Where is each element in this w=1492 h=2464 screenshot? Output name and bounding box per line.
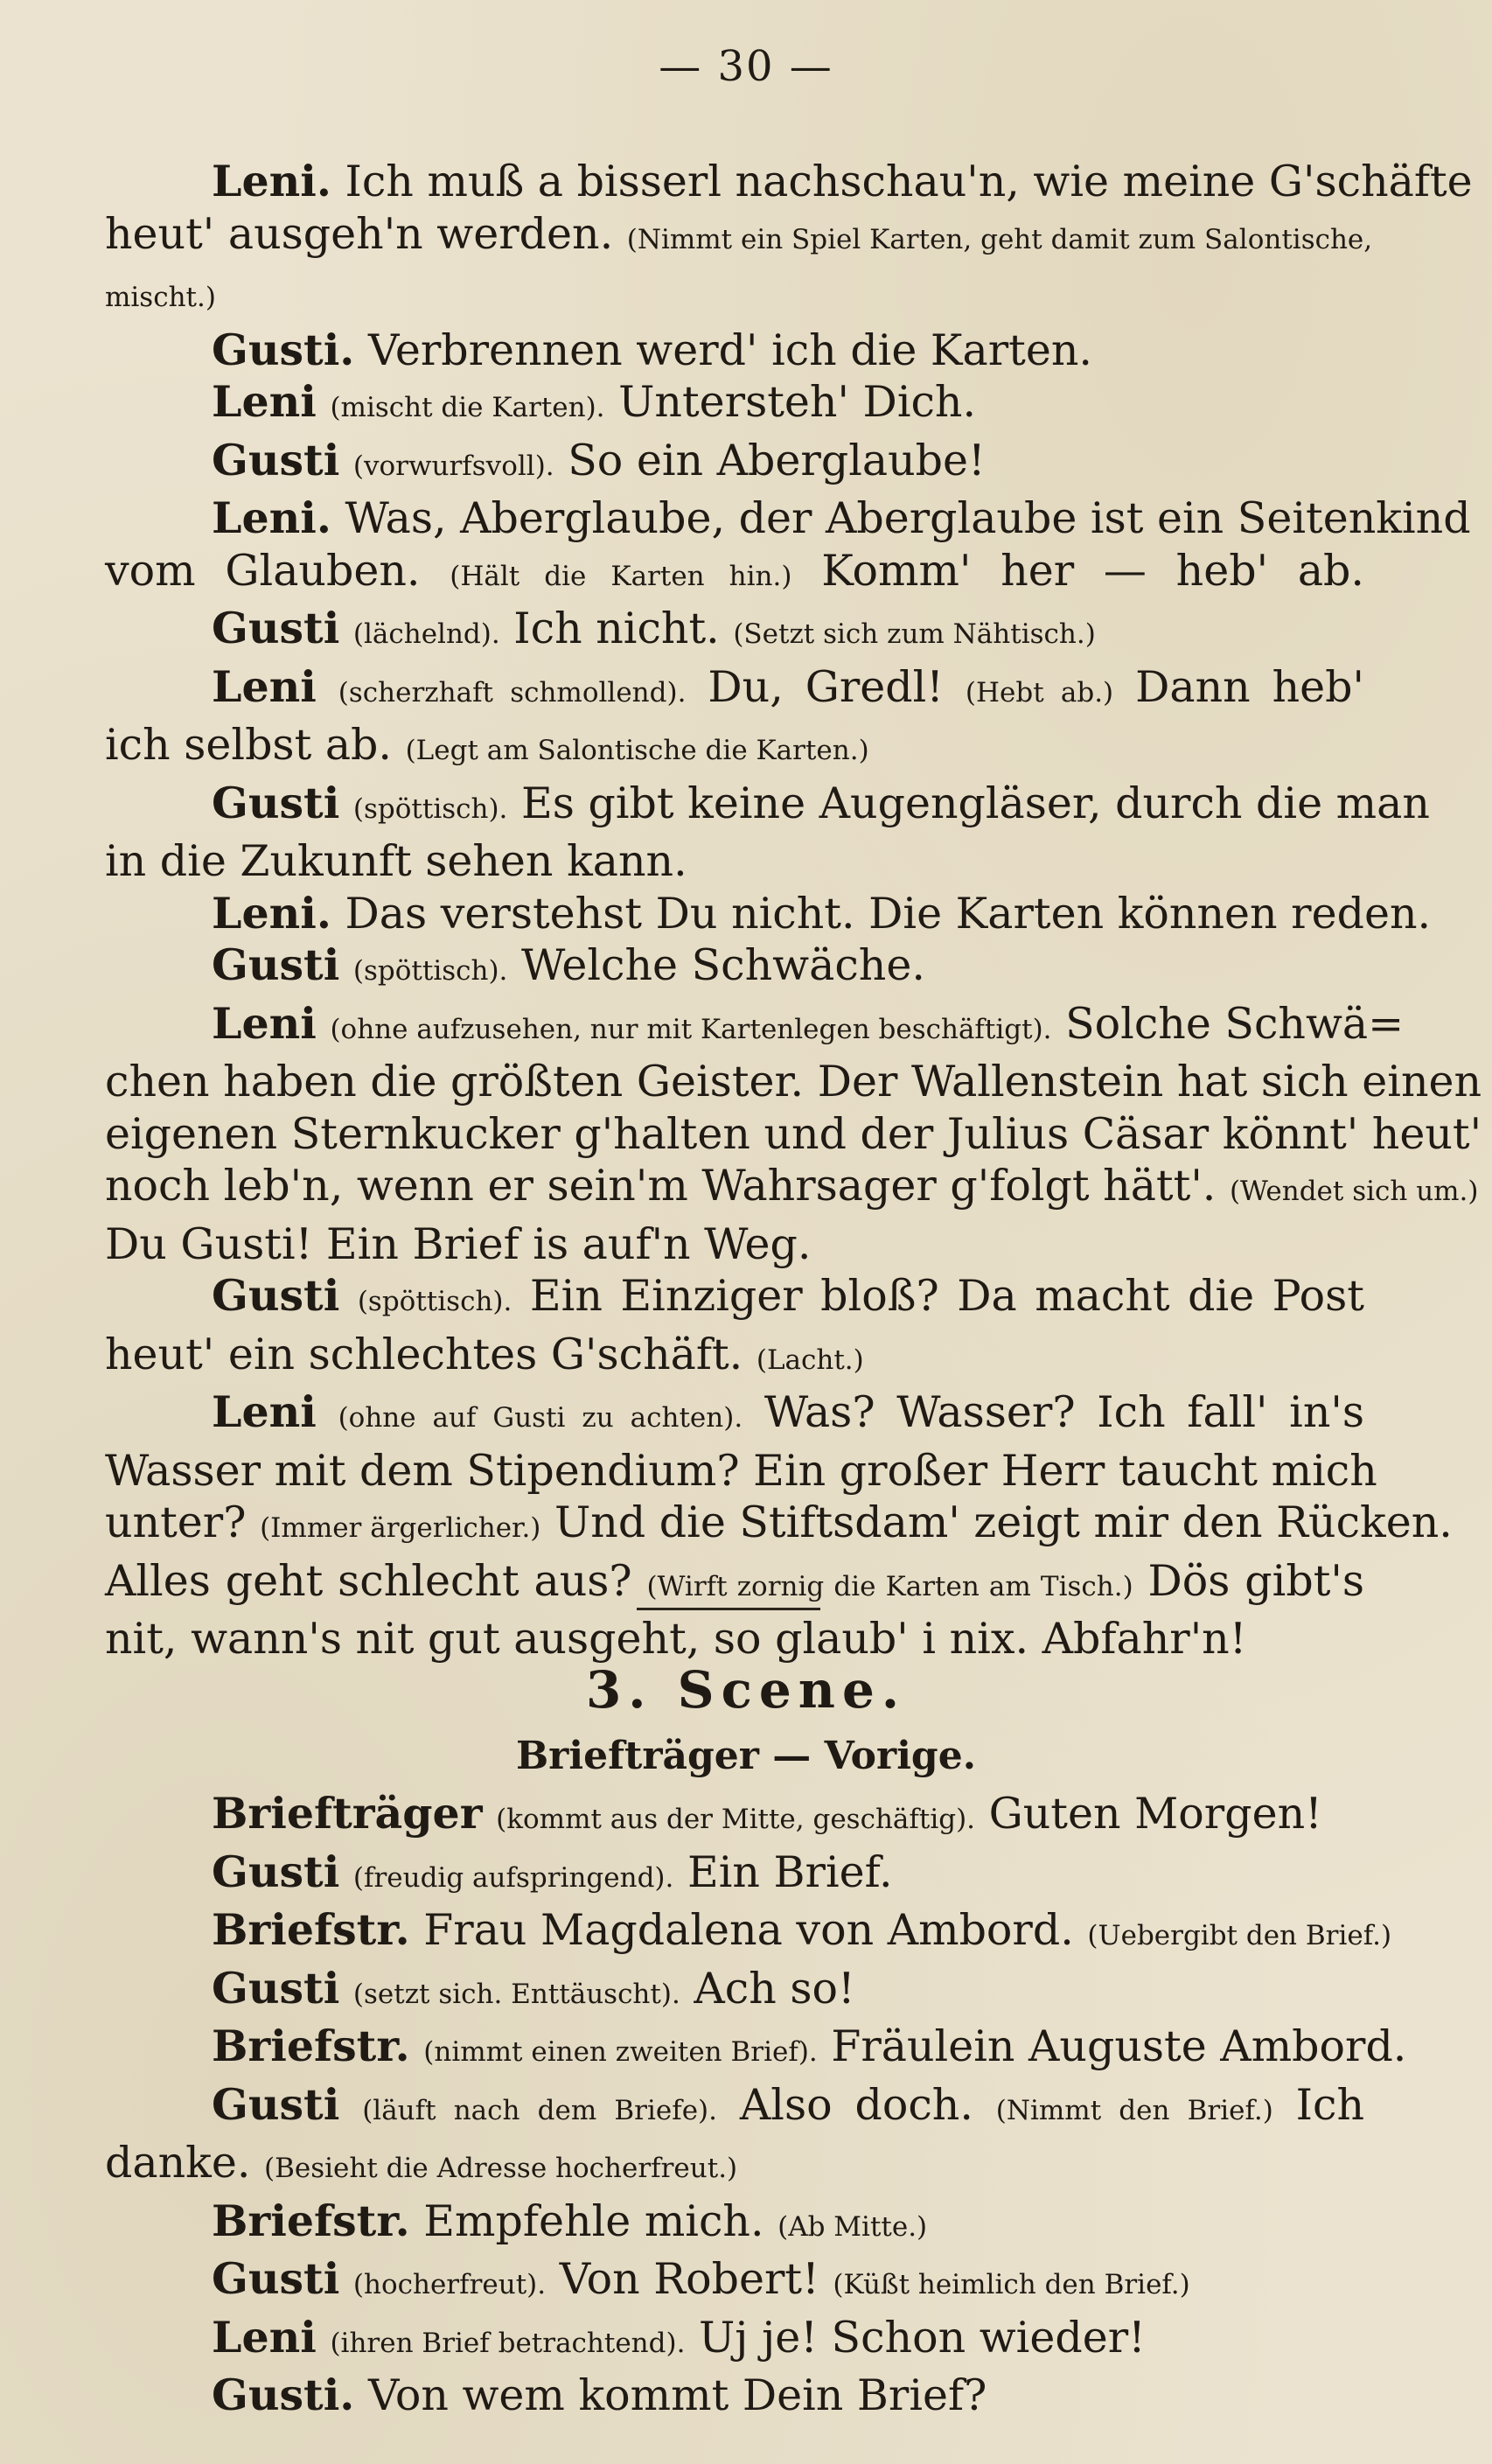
speaker-name: Gusti (212, 2078, 340, 2130)
line-text: Es gibt keine Augengläser, durch die man (507, 778, 1430, 828)
line-text (339, 436, 353, 485)
line-text: heut' ausgeh'n werden. (105, 208, 627, 259)
line-text: Das verstehst Du nicht. Die Karten können reden. (331, 888, 1432, 939)
stage-direction: (vorwurfsvoll). (352, 450, 554, 482)
line-text: Du, Gredl! (686, 661, 966, 712)
speaker-name: Gusti (212, 777, 340, 828)
stage-direction: (scherzhaft schmollend). (338, 676, 687, 708)
line-text: vom Glauben. (105, 545, 450, 596)
stage-direction: (hocherfreut). (352, 2269, 547, 2300)
dialogue-block-scene-3 (105, 1788, 1407, 2422)
line-text: Was, Aberglaube, der Aberglaube ist ein Seitenkind (331, 493, 1471, 543)
text-line (105, 1497, 1453, 1555)
text-line (105, 2195, 1364, 2254)
stage-direction: (kommt aus der Mitte, geschäftig). (496, 1804, 976, 1835)
line-text (317, 662, 338, 712)
stage-direction: (spöttisch). (352, 955, 508, 987)
stage-direction: (läuft nach dem Briefe). (362, 2094, 718, 2126)
speaker-name: Leni (212, 376, 317, 427)
text-line (105, 2021, 1407, 2079)
stage-direction: (setzt sich. Enttäuscht). (352, 1978, 680, 2010)
text-line (105, 1904, 1392, 1963)
text-line (105, 887, 1432, 940)
speaker-name: Leni. (212, 156, 331, 206)
line-text: Also doch. (717, 2079, 996, 2130)
speaker-name: Leni (212, 660, 317, 712)
line-text (339, 778, 353, 828)
text-line (105, 835, 1364, 888)
stage-direction: (ohne auf Gusti zu achten). (338, 1402, 743, 1434)
text-line (105, 777, 1430, 836)
scene-separator-rule (637, 1608, 820, 1610)
line-text: danke. (105, 2138, 264, 2188)
stage-direction: (ihren Brief betrachtend). (330, 2327, 686, 2359)
text-line (105, 1846, 1364, 1905)
line-text: Dann heb' (1113, 661, 1364, 712)
text-line (105, 545, 1364, 604)
speaker-name: Briefträger (212, 1788, 483, 1839)
line-text: Welche Schwäche. (507, 940, 925, 990)
line-text: Und die Stiftsdam' zeigt mir den Rücken. (540, 1497, 1453, 1547)
line-text (317, 999, 331, 1049)
line-text: Ach so! (680, 1963, 855, 2014)
line-text: Empfehle mich. (409, 2195, 778, 2246)
stage-direction: (nimmt einen zweiten Brief). (423, 2036, 818, 2068)
line-text: heut' ein schlechtes G'schäft. (105, 1329, 756, 1379)
speaker-name: Leni. (212, 887, 331, 939)
speaker-name: Gusti (212, 2253, 340, 2304)
stage-direction: (Ab Mitte.) (777, 2210, 928, 2243)
text-line (105, 2079, 1364, 2138)
line-text (317, 377, 331, 427)
text-line (105, 719, 1364, 778)
line-text: Von Robert! (546, 2254, 833, 2304)
stage-direction: (ohne aufzusehen, nur mit Kartenlegen beschäftigt). (330, 1013, 1052, 1045)
line-text: Dös gibt's (1133, 1555, 1364, 1606)
stage-direction: (Hält die Karten hin.) (450, 560, 792, 592)
page-number: — 30 — (659, 42, 833, 91)
text-line (105, 661, 1364, 720)
stage-direction: (Uebergibt den Brief.) (1087, 1920, 1392, 1951)
text-line (105, 1445, 1377, 1497)
line-text: Frau Magdalena von Ambord. (409, 1905, 1088, 1955)
line-text (339, 1847, 353, 1897)
text-line (105, 325, 1364, 377)
text-line (105, 1218, 1364, 1271)
line-text: Solche Schwä= (1051, 998, 1405, 1049)
text-line (105, 1329, 1364, 1387)
speaker-name: Gusti (212, 1846, 340, 1897)
stage-direction: (mischt die Karten). (330, 392, 605, 423)
line-text (483, 1789, 497, 1839)
stage-direction: (Immer ärgerlicher.) (260, 1512, 541, 1544)
line-text: chen haben die größten Geister. Der Wallenstein hat sich einen (105, 1057, 1482, 1106)
stage-direction: (Nimmt ein Spiel Karten, geht damit zum Salontische, (626, 223, 1373, 255)
line-text: Komm' her — heb' ab. (791, 545, 1364, 596)
text-line (105, 208, 1373, 267)
text-line (105, 1386, 1364, 1445)
line-text: Ein Brief. (673, 1846, 893, 1897)
stage-direction: (Setzt sich zum Nähtisch.) (733, 618, 1096, 650)
speaker-name: Gusti (212, 603, 340, 653)
stage-direction: (Besieht die Adresse hocherfreut.) (263, 2153, 738, 2184)
text-line (105, 1555, 1364, 1614)
text-line (105, 939, 1364, 998)
line-text (410, 2021, 424, 2071)
speaker-name: Gusti (212, 434, 340, 485)
line-text: unter? (105, 1497, 261, 1547)
speaker-name: Leni (212, 2311, 317, 2363)
stage-direction: (Nimmt den Brief.) (995, 2094, 1273, 2126)
line-text: Alles geht schlecht aus? (105, 1555, 647, 1606)
line-text: Ich (1272, 2079, 1365, 2130)
line-text: Wasser mit dem Stipendium? Ein großer Herr taucht mich (105, 1445, 1377, 1496)
speaker-name: Leni. (212, 492, 331, 543)
line-text: noch leb'n, wenn er sein'm Wahrsager g'folgt hätt'. (105, 1161, 1230, 1211)
line-text: ich selbst ab. (105, 720, 406, 770)
stage-direction: (Hebt ab.) (965, 676, 1114, 708)
scene-characters: Briefträger — Vorige. (515, 1734, 977, 1778)
stage-direction: (lächelnd). (352, 618, 500, 650)
text-line (105, 266, 1364, 325)
line-text: eigenen Sternkucker g'halten und der Julius Cäsar könnt' heut' (105, 1108, 1482, 1159)
line-text (317, 1387, 338, 1437)
line-text: Von wem kommt Dein Brief? (354, 2370, 987, 2420)
line-text (339, 2080, 362, 2130)
line-text: Verbrennen werd' ich die Karten. (354, 325, 1092, 375)
line-text: Du Gusti! Ein Brief is auf'n Weg. (105, 1218, 812, 1269)
stage-direction: mischt.) (105, 282, 216, 313)
scene-heading: 3. Scene. (585, 1660, 907, 1720)
stage-direction: (Legt am Salontische die Karten.) (405, 735, 869, 766)
text-line (105, 435, 1364, 493)
stage-direction: (spöttisch). (352, 792, 508, 825)
text-line (105, 492, 1471, 545)
line-text (339, 940, 353, 990)
stage-direction: (Wendet sich um.) (1229, 1176, 1479, 1207)
dialogue-block-scene-2 (105, 156, 1482, 1665)
text-line (105, 1270, 1364, 1329)
line-text: Was? Wasser? Ich fall' in's (743, 1387, 1364, 1437)
stage-direction: (spöttisch). (357, 1286, 512, 1317)
speaker-name: Briefstr. (212, 1904, 410, 1955)
text-line (105, 2253, 1364, 2312)
text-line (105, 156, 1473, 208)
stage-direction: (Wirft zornig die Karten am Tisch.) (646, 1570, 1133, 1602)
speaker-name: Leni (212, 997, 317, 1049)
line-text (339, 1271, 358, 1321)
speaker-name: Leni (212, 1386, 317, 1437)
text-line (105, 603, 1364, 661)
line-text (339, 2254, 353, 2304)
speaker-name: Gusti (212, 1962, 340, 2014)
text-line (105, 2137, 1364, 2195)
line-text: Ich muß a bisserl nachschau'n, wie meine G'schäfte (331, 157, 1473, 206)
line-text (339, 604, 353, 653)
speaker-name: Gusti (212, 939, 340, 990)
text-line (105, 1056, 1482, 1108)
line-text: Untersteh' Dich. (604, 377, 977, 427)
line-text: Ein Einziger bloß? Da macht die Post (512, 1271, 1364, 1321)
text-line (105, 2370, 1364, 2422)
line-text: Guten Morgen! (975, 1789, 1322, 1839)
line-text: So ein Aberglaube! (554, 435, 986, 485)
text-line (105, 1108, 1482, 1161)
speaker-name: Briefstr. (212, 2021, 410, 2071)
text-line (105, 1963, 1364, 2021)
text-line (105, 997, 1405, 1057)
text-line (105, 1160, 1479, 1218)
text-line (105, 2312, 1364, 2370)
line-text (339, 1964, 353, 2014)
line-text: Uj je! Schon wieder! (685, 2312, 1146, 2363)
text-line (105, 1613, 1364, 1665)
speaker-name: Briefstr. (212, 2195, 410, 2246)
line-text: Ich nicht. (499, 604, 734, 653)
line-text: in die Zukunft sehen kann. (105, 836, 687, 886)
stage-direction: (Küßt heimlich den Brief.) (833, 2269, 1190, 2300)
speaker-name: Gusti. (212, 2370, 355, 2420)
text-line (105, 376, 1364, 435)
line-text: Fräulein Auguste Ambord. (817, 2021, 1407, 2071)
text-line (105, 1788, 1364, 1846)
stage-direction: (Lacht.) (756, 1344, 864, 1376)
stage-direction: (freudig aufspringend). (352, 1861, 674, 1894)
speaker-name: Gusti. (212, 324, 355, 375)
line-text: nit, wann's nit gut ausgeht, so glaub' i nix. Abfahr'n! (105, 1614, 1247, 1664)
speaker-name: Gusti (212, 1270, 340, 1321)
line-text (317, 2313, 331, 2363)
